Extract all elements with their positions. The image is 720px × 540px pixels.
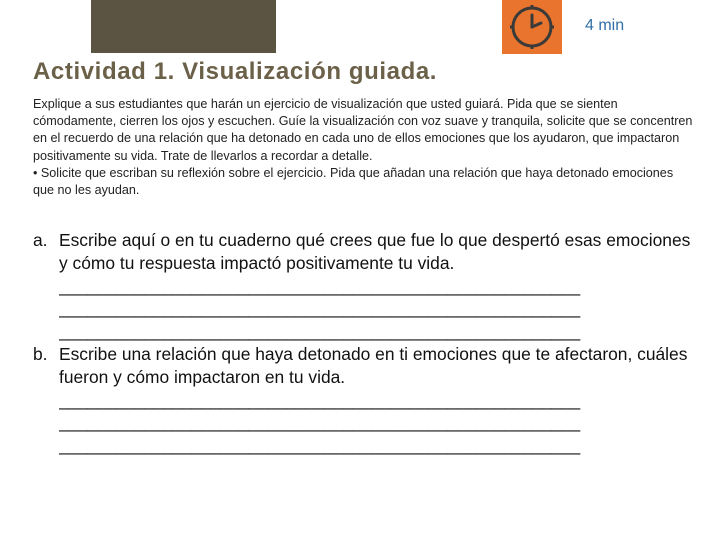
question-a — [33, 229, 693, 343]
answer-line[interactable]: _______________________________________________________ — [59, 412, 580, 433]
question-body — [59, 229, 693, 343]
answer-line[interactable]: _______________________________________________________ — [59, 298, 580, 319]
question-list — [33, 229, 693, 457]
instruction-paragraph: Explique a sus estudiantes que harán un ejercicio de visualización que usted guiará. Pida que se sienten cómodamente, cierren los ojos y escuchen. Guíe la visualización con voz suave y tranquila, solicite que se concentren en el recuerdo de una relación que ha detonado en cada uno de ellos emociones que los ayudaron, que impactaron positivamente su vida. Trate de llevarlos a recordar a detalle. — [33, 97, 693, 163]
question-text: Escribe aquí o en tu cuaderno qué crees que fue lo que despertó esas emociones y cómo tu respuesta impactó positivamente tu vida. — [59, 230, 691, 273]
question-marker: a. — [33, 230, 48, 250]
answer-line[interactable]: _______________________________________________________ — [59, 321, 580, 342]
clock-icon — [507, 2, 557, 52]
question-marker: b. — [33, 343, 48, 364]
question-body — [59, 343, 693, 457]
answer-line[interactable]: _______________________________________________________ — [59, 275, 580, 296]
question-text: Escribe una relación que haya detonado en ti emociones que te afectaron, cuáles fueron y cómo impactaron en tu vida. — [59, 343, 688, 387]
header-color-block — [91, 0, 276, 53]
instructions — [33, 96, 693, 199]
answer-line[interactable]: _______________________________________________________ — [59, 435, 580, 456]
timer-label: 4 min — [585, 17, 625, 34]
activity-title: Actividad 1. Visualización guiada. — [33, 58, 438, 85]
timer-tile — [502, 0, 562, 54]
instruction-bullet: • Solicite que escriban su reflexión sobre el ejercicio. Pida que añadan una relación que haya detonado emociones que no les ayudan. — [33, 165, 674, 198]
question-b — [33, 343, 693, 457]
answer-line[interactable]: _______________________________________________________ — [59, 389, 580, 410]
